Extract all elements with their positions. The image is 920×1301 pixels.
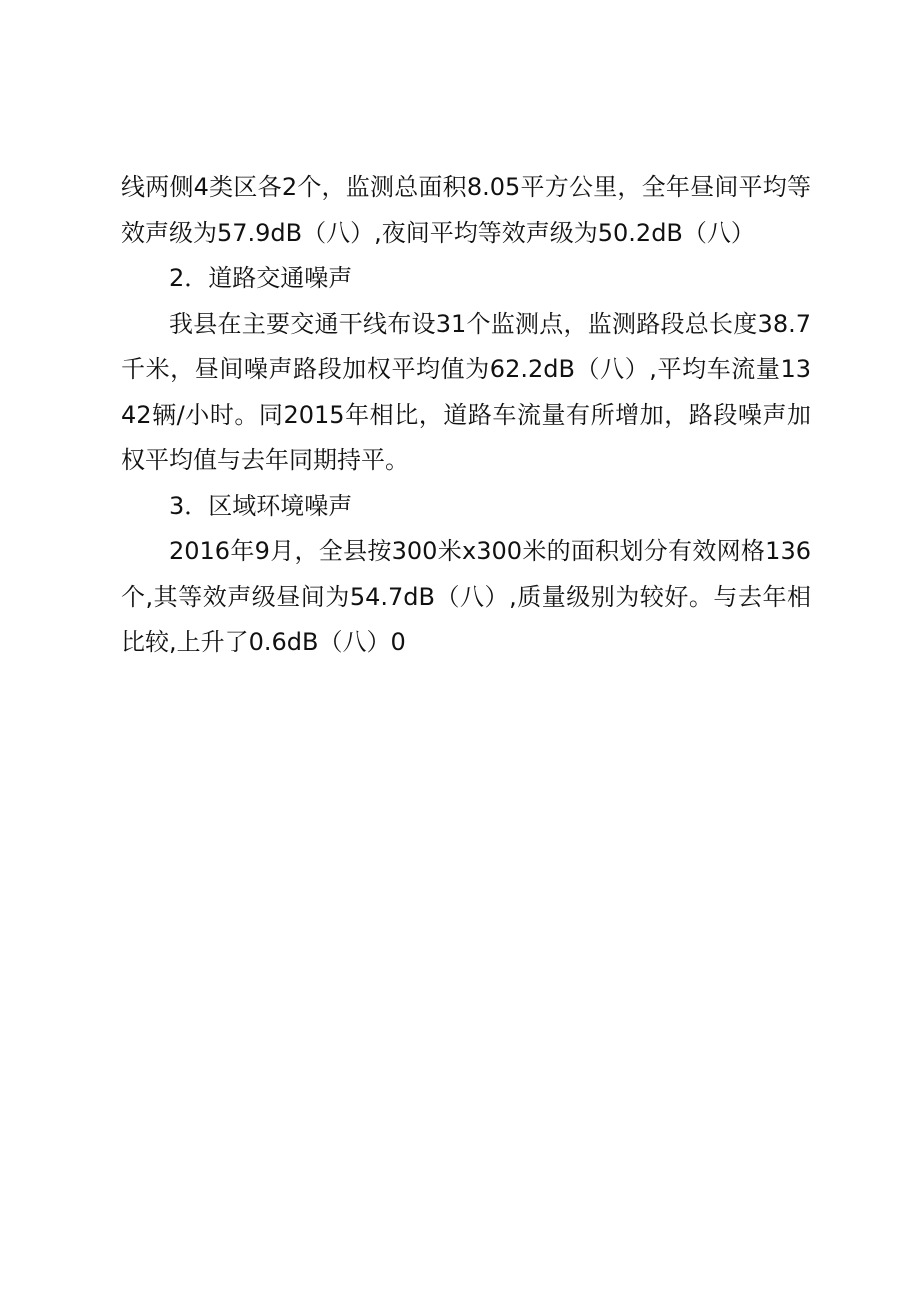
section-heading-road-traffic-noise: 2．道路交通噪声 bbox=[169, 264, 353, 292]
section-heading-regional-noise: 3．区域环境噪声 bbox=[169, 491, 353, 520]
document-body bbox=[121, 165, 811, 666]
paragraph-regional-noise: 2016年9月，全县按300米x300米的面积划分有效网格136个,其等效声级昼间为54.7dB（八）,质量级别为较好。与去年相比较,上升了0.6dB（八）0 bbox=[121, 537, 811, 656]
paragraph-road-traffic-noise: 我县在主要交通干线布设31个监测点，监测路段总长度38.7千米，昼间噪声路段加权平均值为62.2dB（八）,平均车流量1342辆/小时。同2015年相比，道路车流量有所增加，路段噪声加权平均值与去年同期持平。 bbox=[121, 309, 811, 474]
paragraph-monitoring-area: 线两侧4类区各2个，监测总面积8.05平方公里，全年昼间平均等效声级为57.9dB（八）,夜间平均等效声级为50.2dB（八） bbox=[121, 173, 811, 247]
